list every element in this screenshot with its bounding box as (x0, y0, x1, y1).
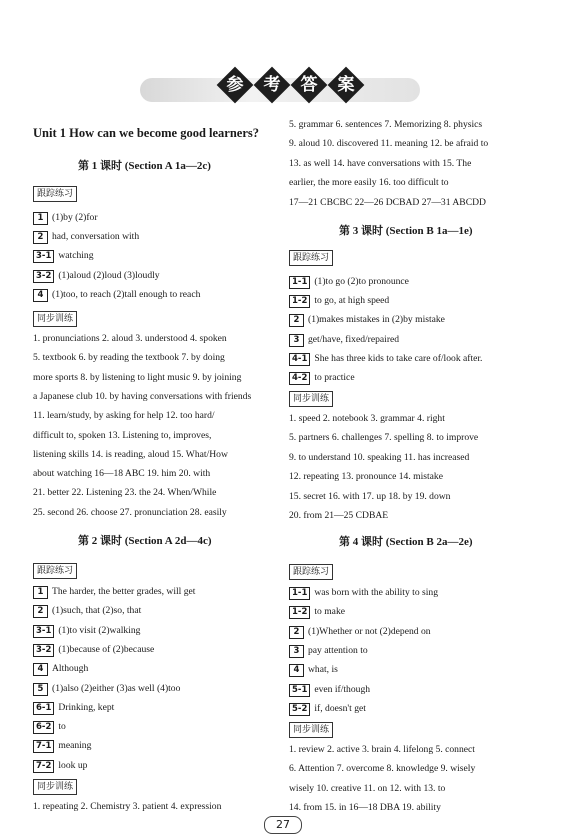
answer-line: 25. second 26. choose 27. pronunciation 28. easily (33, 506, 227, 518)
section-tag: 跟踪练习 (289, 564, 333, 580)
answer-text: to make (314, 606, 345, 618)
item-number-box: 2 (289, 626, 304, 639)
answer-text: what, is (308, 664, 338, 676)
section-tag: 同步训练 (33, 779, 77, 795)
answer-line: 14. from 15. in 16—18 DBA 19. ability (289, 802, 441, 814)
answer-line (289, 275, 409, 289)
answer-text: (1)to go (2)to pronounce (314, 276, 409, 287)
answer-line (33, 662, 88, 676)
answer-line (289, 333, 399, 347)
answer-line (33, 288, 200, 302)
answer-text: Although (52, 663, 89, 675)
section-tag: 同步训练 (289, 722, 333, 738)
section-tag: 同步训练 (33, 311, 77, 327)
answer-line: 15. secret 16. with 17. up 18. by 19. down (289, 490, 451, 502)
answer-line: 1. speed 2. notebook 3. grammar 4. right (289, 413, 445, 424)
answer-line (33, 682, 180, 696)
item-number-box: 1 (33, 212, 48, 225)
answer-line (33, 269, 160, 283)
answer-line: listening skills 14. is reading, aloud 15. What/How (33, 448, 228, 460)
answer-text: The harder, the better grades, will get (52, 586, 196, 597)
answer-line (33, 701, 114, 715)
item-number-box: 5-1 (289, 684, 310, 697)
item-number-box: 3 (289, 334, 304, 347)
answer-line: 1. repeating 2. Chemistry 3. patient 4. expression (33, 801, 222, 812)
answer-line: wisely 10. creative 11. on 12. with 13. to (289, 782, 446, 794)
item-number-box: 2 (289, 314, 304, 327)
answer-line: 13. as well 14. have conversations with 15. The (289, 157, 472, 169)
answer-line (289, 294, 389, 308)
answer-text: to practice (314, 372, 355, 383)
answer-text: Drinking, kept (58, 701, 115, 713)
answer-line: 9. to understand 10. speaking 11. has increased (289, 451, 470, 463)
answer-line (289, 663, 338, 677)
answer-line (289, 371, 355, 385)
section-tag: 跟踪练习 (33, 186, 77, 202)
item-number-box: 7-2 (33, 760, 54, 773)
item-number-box: 4 (33, 289, 48, 302)
lesson-heading: 第 3 课时 (Section B 1a—1e) (339, 225, 473, 237)
answer-line (289, 644, 368, 658)
answer-line (33, 759, 87, 773)
answer-line (289, 313, 445, 327)
answer-line (289, 352, 482, 366)
item-number-box: 4-2 (289, 372, 310, 385)
answer-text: (1)also (2)either (3)as well (4)too (52, 682, 181, 694)
answer-line: earlier, the more easily 16. too difficult to (289, 177, 449, 189)
answer-text: had, conversation with (52, 231, 140, 243)
answer-line: 5. partners 6. challenges 7. spelling 8. to improve (289, 432, 479, 444)
answer-line (33, 249, 94, 263)
answer-text: get/have, fixed/repaired (308, 333, 400, 345)
answer-text: look up (58, 759, 88, 771)
answer-line: about watching 16—18 ABC 19. him 20. with (33, 468, 211, 480)
answer-text: watching (58, 250, 94, 262)
item-number-box: 6-2 (33, 721, 54, 734)
answer-line (33, 585, 195, 599)
answer-line (289, 702, 366, 716)
item-number-box: 3-2 (33, 270, 54, 283)
answer-text: (1)to visit (2)walking (58, 624, 141, 636)
answer-line (289, 683, 370, 697)
banner-char: 案 (328, 67, 365, 104)
answer-line (33, 230, 139, 244)
answer-line (289, 586, 438, 600)
unit-title: Unit 1 How can we become good learners? (33, 126, 260, 140)
answer-line: 9. aloud 10. discovered 11. meaning 12. be afraid to (289, 138, 489, 150)
item-number-box: 6-1 (33, 702, 54, 715)
answer-line: 1. pronunciations 2. aloud 3. understood 4. spoken (33, 333, 227, 344)
item-number-box: 5 (33, 683, 48, 696)
answer-text: to (58, 721, 66, 733)
answer-line (33, 720, 66, 734)
banner-char: 参 (217, 67, 254, 104)
banner-char: 考 (254, 67, 291, 104)
item-number-box: 3-1 (33, 625, 54, 638)
item-number-box: 3-1 (33, 250, 54, 263)
item-number-box: 7-1 (33, 740, 54, 753)
answer-line (289, 625, 431, 639)
item-number-box: 5-2 (289, 703, 310, 716)
lesson-heading: 第 1 课时 (Section A 1a—2c) (78, 160, 211, 172)
answer-banner (140, 64, 430, 112)
answer-text: (1)makes mistakes in (2)by mistake (308, 314, 445, 326)
answer-text: was born with the ability to sing (314, 587, 439, 598)
answer-text: pay attention to (308, 644, 368, 656)
answer-line: a Japanese club 10. by having conversations with friends (33, 390, 252, 402)
item-number-box: 1-1 (289, 587, 310, 600)
item-number-box: 3 (289, 645, 304, 658)
banner-title (218, 66, 363, 104)
item-number-box: 1-2 (289, 295, 310, 308)
item-number-box: 1 (33, 586, 48, 599)
answer-line (33, 739, 91, 753)
answer-line (33, 624, 140, 638)
answer-line: 5. textbook 6. by reading the textbook 7. by doing (33, 352, 225, 364)
answer-text: (1)such, that (2)so, that (52, 605, 142, 617)
answer-line: 5. grammar 6. sentences 7. Memorizing 8. physics (289, 119, 483, 130)
answer-line (33, 211, 98, 225)
item-number-box: 4-1 (289, 353, 310, 366)
lesson-heading: 第 2 课时 (Section A 2d—4c) (78, 535, 212, 547)
answer-line (33, 604, 141, 618)
answer-text: (1)too, to reach (2)tall enough to reach (52, 288, 201, 300)
answer-line: difficult to, spoken 13. Listening to, improves, (33, 429, 212, 441)
answer-text: She has three kids to take care of/look after. (314, 352, 483, 364)
page-number: 27 (264, 816, 302, 834)
answer-text: (1)aloud (2)loud (3)loudly (58, 269, 160, 281)
answer-text: to go, at high speed (314, 295, 390, 307)
item-number-box: 1-2 (289, 606, 310, 619)
item-number-box: 2 (33, 231, 48, 244)
answer-text: (1)by (2)for (52, 212, 98, 223)
section-tag: 跟踪练习 (289, 250, 333, 266)
answer-line: 21. better 22. Listening 23. the 24. When/While (33, 487, 217, 499)
answer-text: if, doesn't get (314, 702, 366, 714)
item-number-box: 3-2 (33, 644, 54, 657)
answer-text: even if/though (314, 683, 371, 695)
answer-line: 6. Attention 7. overcome 8. knowledge 9. wisely (289, 763, 476, 775)
answer-line: more sports 8. by listening to light music 9. by joining (33, 371, 242, 383)
item-number-box: 4 (33, 663, 48, 676)
answer-line (289, 605, 345, 619)
answer-line: 20. from 21—25 CDBAE (289, 510, 389, 521)
answer-line: 17—21 CBCBC 22—26 DCBAD 27—31 ABCDD (289, 196, 486, 208)
answer-text: (1)Whether or not (2)depend on (308, 625, 431, 637)
answer-line: 11. learn/study, by asking for help 12. too hard/ (33, 410, 215, 422)
section-tag: 同步训练 (289, 391, 333, 407)
answer-text: meaning (58, 740, 92, 752)
answer-text: (1)because of (2)because (58, 643, 155, 655)
item-number-box: 1-1 (289, 276, 310, 289)
answer-line: 12. repeating 13. pronounce 14. mistake (289, 471, 443, 483)
item-number-box: 4 (289, 664, 304, 677)
answer-line (33, 643, 154, 657)
lesson-heading: 第 4 课时 (Section B 2a—2e) (339, 536, 473, 548)
banner-char: 答 (291, 67, 328, 104)
item-number-box: 2 (33, 605, 48, 618)
answer-line: 1. review 2. active 3. brain 4. lifelong 5. connect (289, 744, 475, 755)
section-tag: 跟踪练习 (33, 563, 77, 579)
